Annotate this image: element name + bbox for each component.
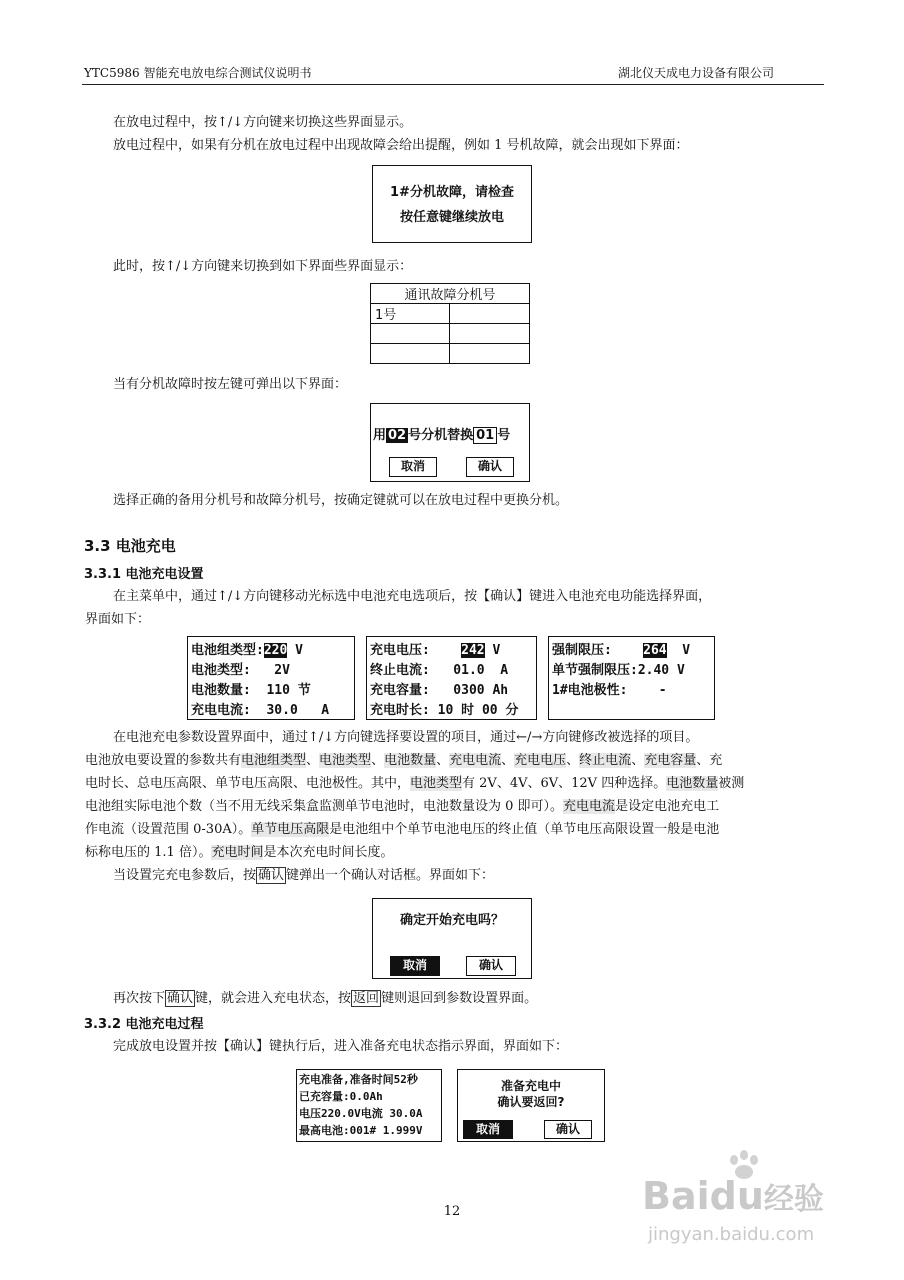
force-limit-voltage-value[interactable]: 264 — [643, 643, 667, 658]
again-text — [85, 987, 820, 1010]
fault-dialog — [372, 165, 532, 243]
term-highlight: 电池数量 — [666, 776, 719, 791]
spare-number-field[interactable]: 02 — [388, 428, 407, 443]
screen1-line2: 电池类型: 2V — [191, 663, 290, 678]
return-key-label: 返回 — [353, 991, 380, 1006]
screen2-line1 — [370, 639, 500, 658]
baidu-watermark — [642, 1148, 842, 1258]
start-charge-question: 确定开始充电吗？ — [399, 913, 504, 928]
screen2-unit: V — [484, 643, 501, 658]
again-text-block — [85, 987, 820, 1010]
desc-text: 键弹出一个确认对话框。界面如下： — [286, 868, 495, 883]
table-cell — [450, 324, 530, 344]
switch-text: 此时，按↑/↓方向键来切换到如下界面些界面显示： — [113, 259, 413, 274]
left-key-block — [85, 373, 820, 396]
replace-text-block — [85, 489, 820, 512]
desc-line1: 在电池充电参数设置界面中，通过↑/↓方向键选择要设置的项目，通过←/→方向键修改被选择的项目。 — [113, 730, 699, 745]
screen3-line2: 单节强制限压:2.40 V — [552, 663, 685, 678]
header-right: 湖北仪天成电力设备有限公司 — [618, 66, 775, 80]
confirm-button[interactable]: 确认 — [466, 956, 516, 976]
screen1-line3: 电池数量: 110 节 — [191, 683, 311, 698]
sub1-text — [85, 585, 820, 631]
term-highlight: 充电容量 — [644, 753, 697, 768]
replace-middle: 号分机替换 — [408, 428, 474, 443]
desc-text: 当设置完充电参数后，按 — [113, 868, 257, 883]
fault-table — [370, 283, 530, 364]
sub1-p1: 在主菜单中，通过↑/↓方向键移动光标选中电池充电选项后，按【确认】键进入电池充电功能选择界面， — [113, 589, 712, 604]
screen1-line1 — [191, 639, 303, 658]
charge-ready-status-screen — [296, 1069, 442, 1142]
screen3-line1 — [552, 639, 690, 658]
desc-line2: 电池放电要设置的参数共有电池组类型、电池类型、电池数量、充电电流、充电电压、终止电流、充电容量、充 — [85, 753, 723, 768]
watermark-url: jingyan.baidu.com — [648, 1224, 815, 1245]
confirm-key-label: 确认 — [167, 991, 194, 1006]
desc-text: 电池放电要设置的参数共有 — [85, 753, 242, 768]
watermark-brand-c: 经验 — [763, 1182, 824, 1217]
term-highlight: 电池类型 — [410, 776, 463, 791]
page-number: 12 — [443, 1204, 461, 1219]
term-highlight: 电池组类型 — [241, 753, 307, 768]
battery-settings-screen-3 — [548, 636, 715, 720]
intro-p2: 放电过程中，如果有分机在放电过程中出现故障会给出提醒，例如 1 号机故障，就会出现如下界面： — [113, 138, 689, 153]
battery-settings-screen-2 — [366, 636, 537, 720]
confirm-key-label: 确认 — [258, 868, 285, 883]
start-charge-dialog — [372, 898, 532, 979]
return-dialog-line1: 准备充电中 — [500, 1079, 561, 1093]
subsection-title-1: 3.3.1 电池充电设置 — [84, 567, 204, 582]
table-row — [371, 304, 530, 324]
fault-dialog-line2: 按任意键继续放电 — [399, 210, 504, 225]
status-line4: 最高电池:001# 1.999V — [299, 1124, 423, 1137]
screen2-line4: 充电时长: 10 时 00 分 — [370, 703, 519, 718]
replace-prefix: 用 — [373, 428, 387, 443]
charge-voltage-value[interactable]: 242 — [461, 643, 485, 658]
sub1-p2: 界面如下： — [85, 612, 151, 627]
desc-text: 是本次充电时间长度。 — [263, 845, 394, 860]
term-highlight: 终止电流 — [579, 753, 632, 768]
sub2-text-block — [85, 1035, 820, 1058]
failed-number-field[interactable]: 01 — [473, 427, 497, 444]
header-left: YTC5986 智能充电放电综合测试仪说明书 — [84, 66, 312, 80]
desc-text: 标称电压的 1.1 倍）。 — [85, 845, 212, 860]
term-highlight: 单节电压高限 — [251, 822, 330, 837]
charge-settings-description — [85, 726, 820, 887]
header-rule — [82, 84, 824, 85]
section-title: 3.3 电池充电 — [84, 537, 176, 555]
again-part: 键则退回到参数设置界面。 — [381, 991, 538, 1006]
subsection-title-2: 3.3.2 电池充电过程 — [84, 1017, 204, 1032]
fault-table-header: 通讯故障分机号 — [371, 284, 530, 304]
table-cell — [450, 344, 530, 364]
fault-dialog-line1: 1#分机故障，请检查 — [390, 185, 514, 200]
status-line3: 电压220.0V电流 30.0A — [299, 1107, 423, 1120]
return-dialog — [457, 1069, 605, 1142]
watermark-brand-a: Bai — [642, 1174, 710, 1218]
again-part: 键，就会进入充电状态，按 — [195, 991, 352, 1006]
sub2-text: 完成放电设置并按【确认】键执行后，进入准备充电状态指示界面，界面如下： — [113, 1039, 569, 1054]
again-part: 再次按下 — [113, 991, 166, 1006]
table-cell — [371, 324, 450, 344]
screen1-line4: 充电电流: 30.0 A — [191, 703, 330, 718]
term-highlight: 电池数量 — [384, 753, 437, 768]
screen3-label: 强制限压: — [552, 643, 644, 658]
screen1-unit: V — [287, 643, 303, 658]
intro — [85, 111, 820, 157]
intro-p1: 在放电过程中，按↑/↓方向键来切换这些界面显示。 — [113, 115, 413, 130]
status-line1: 充电准备,准备时间52秒 — [299, 1073, 418, 1086]
battery-settings-screen-1 — [187, 636, 355, 720]
desc-text: 电池组实际电池个数（当不用无线采集盒监测单节电池时，电池数量设为 0 即可）。 — [85, 799, 564, 814]
battery-group-type-value[interactable]: 220 — [263, 643, 288, 658]
term-highlight: 充电时间 — [211, 845, 264, 860]
table-cell — [450, 304, 530, 324]
watermark-brand — [642, 1174, 824, 1218]
desc-line5 — [85, 818, 820, 841]
status-line2: 已充容量:0.0Ah — [299, 1090, 383, 1103]
cancel-button[interactable]: 取消 — [389, 457, 437, 477]
screen1-label: 电池组类型: — [191, 643, 264, 658]
table-cell — [371, 344, 450, 364]
confirm-button[interactable]: 确认 — [466, 457, 514, 477]
screen2-line2: 终止电流: 01.0 A — [370, 663, 509, 678]
replace-text: 选择正确的备用分机号和故障分机号，按确定键就可以在放电过程中更换分机。 — [113, 493, 569, 508]
replace-dialog — [370, 403, 530, 482]
screen3-line3: 1#电池极性: - — [552, 683, 667, 698]
cancel-button[interactable]: 取消 — [463, 1120, 513, 1139]
desc-text: 是电池组中个单节电池电压的终止值（单节电压高限设置一般是电池 — [329, 822, 720, 837]
desc-text: 作电流（设置范围 0-30A）。 — [85, 822, 252, 837]
switch-text-block — [85, 255, 820, 278]
table-row — [371, 344, 530, 364]
desc-text: 有 2V、4V、6V、12V 四种选择。 — [462, 776, 667, 791]
term-highlight: 充电电压 — [514, 753, 567, 768]
replace-dialog-line — [373, 424, 510, 443]
cancel-button[interactable]: 取消 — [390, 956, 440, 976]
screen2-line3: 充电容量: 0300 Ah — [370, 683, 509, 698]
screen2-label: 充电电压: — [370, 643, 462, 658]
desc-text: 是设定电池充电工 — [615, 799, 720, 814]
desc-line4 — [85, 795, 820, 818]
desc-line7 — [85, 864, 820, 887]
table-row — [371, 324, 530, 344]
term-highlight: 电池类型 — [319, 753, 372, 768]
term-highlight: 充电电流 — [563, 799, 616, 814]
table-cell: 1号 — [371, 304, 450, 324]
replace-suffix: 号 — [497, 428, 511, 443]
term-highlight: 充电电流 — [449, 753, 502, 768]
watermark-brand-b: du — [709, 1174, 764, 1218]
left-key-text: 当有分机故障时按左键可弹出以下界面： — [113, 377, 348, 392]
return-dialog-line2: 确认要返回? — [497, 1095, 565, 1109]
desc-text: 、充 — [696, 753, 723, 768]
desc-line6 — [85, 841, 820, 864]
screen3-unit: V — [666, 643, 691, 658]
desc-line3 — [85, 772, 820, 795]
confirm-button[interactable]: 确认 — [544, 1120, 592, 1139]
desc-text: 电时长、总电压高限、单节电压高限、电池极性。其中， — [85, 776, 411, 791]
desc-text: 被测 — [718, 776, 745, 791]
